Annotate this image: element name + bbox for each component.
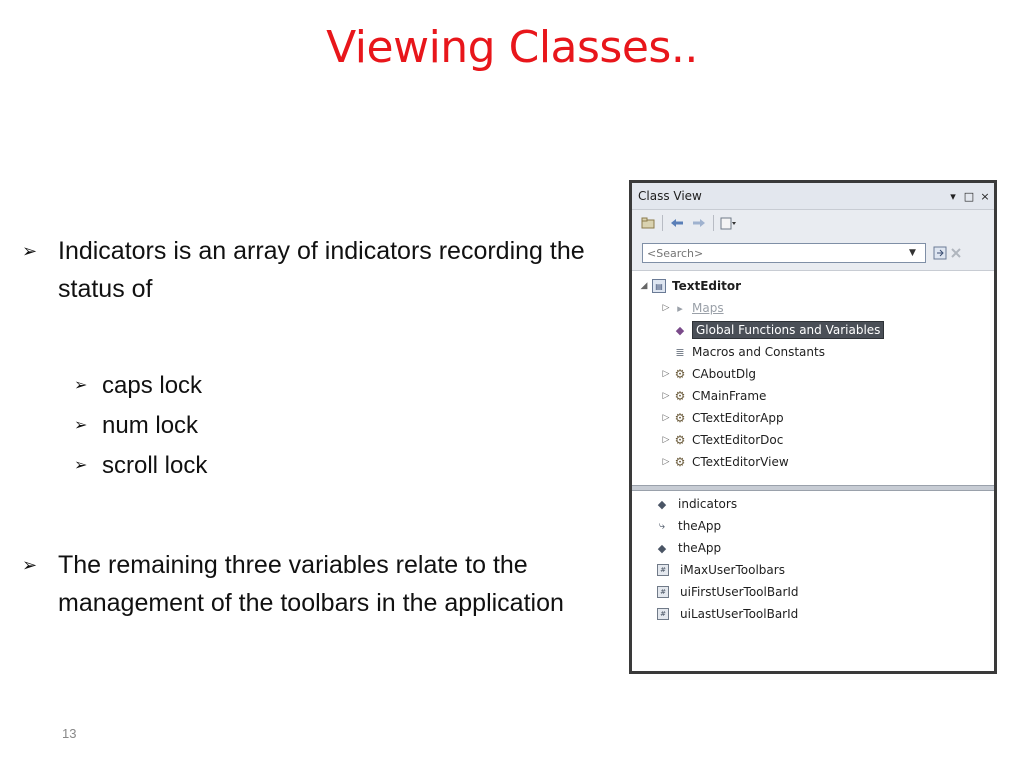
tree-item[interactable] <box>672 341 825 363</box>
back-arrow-icon[interactable] <box>669 216 685 230</box>
collapsed-triangle-icon[interactable]: ▷ <box>662 391 670 401</box>
sub-bullet-text: caps lock <box>102 372 203 399</box>
sub-bullet-text: scroll lock <box>102 452 208 479</box>
page-number: 13 <box>62 726 77 741</box>
sub-bullet-item <box>74 366 602 406</box>
bullet-item <box>22 232 602 308</box>
arrow-bullet-icon: ➢ <box>74 457 88 474</box>
clear-search-icon[interactable] <box>948 246 964 260</box>
globe-icon: ◆ <box>675 323 685 337</box>
arrow-bullet-icon: ➢ <box>74 377 88 394</box>
window-dropdown-button[interactable]: ▾ <box>950 189 956 203</box>
search-input[interactable] <box>647 247 909 260</box>
tree-item-label: CAboutDlg <box>692 367 757 381</box>
class-view-title: Class View <box>638 189 702 203</box>
new-folder-icon[interactable] <box>640 216 656 230</box>
collapsed-triangle-icon[interactable]: ▷ <box>662 435 670 445</box>
tree-item[interactable] <box>660 429 783 451</box>
tree-item[interactable] <box>660 297 724 319</box>
bullet-text: The remaining three variables relate to the management of the toolbars in the application <box>58 551 564 617</box>
class-view-toolbar <box>632 210 994 236</box>
member-item[interactable] <box>654 603 798 625</box>
member-label: theApp <box>678 541 722 555</box>
sub-bullet-item <box>74 446 602 486</box>
tree-item-label: CTextEditorDoc <box>692 433 784 447</box>
member-item[interactable] <box>654 559 785 581</box>
class-icon: ⚙ <box>674 367 686 381</box>
collapsed-triangle-icon[interactable]: ▷ <box>662 369 670 379</box>
class-icon: ⚙ <box>674 433 686 447</box>
tree-item[interactable] <box>660 385 766 407</box>
chevron-down-icon[interactable]: ▼ <box>909 248 916 258</box>
search-go-icon[interactable] <box>932 246 948 260</box>
toolbar-separator <box>713 215 714 231</box>
tree-item[interactable] <box>660 363 756 385</box>
maximize-button[interactable]: □ <box>963 189 975 203</box>
forward-arrow-icon[interactable] <box>691 216 707 230</box>
member-label: indicators <box>678 497 738 511</box>
class-icon: ⚙ <box>674 411 686 425</box>
member-label: iMaxUserToolbars <box>680 563 785 577</box>
sub-bullet-text: num lock <box>102 412 199 439</box>
tree-item-label: CTextEditorApp <box>692 411 784 425</box>
bullet-text: Indicators is an array of indicators recording the status of <box>58 237 585 303</box>
member-item[interactable] <box>654 581 799 603</box>
variable-icon: ◆ <box>657 541 667 555</box>
class-view-titlebar <box>632 183 994 210</box>
collapsed-triangle-icon[interactable]: ▷ <box>662 303 670 313</box>
member-item[interactable] <box>654 515 721 537</box>
toolbar-separator <box>662 215 663 231</box>
function-icon: ⤷ <box>658 519 666 532</box>
tree-item[interactable] <box>660 451 789 473</box>
sub-bullet-item <box>74 406 602 446</box>
arrow-bullet-icon: ➢ <box>74 417 88 434</box>
collapsed-triangle-icon[interactable]: ▷ <box>662 457 670 467</box>
member-item[interactable] <box>654 493 737 515</box>
pane-splitter[interactable] <box>632 485 994 491</box>
tree-item-label: Macros and Constants <box>692 345 825 359</box>
close-button[interactable]: × <box>980 189 990 203</box>
map-icon: ▸ <box>677 301 683 315</box>
variable-icon: ◆ <box>657 497 667 511</box>
member-item[interactable] <box>654 537 721 559</box>
tree-item-label: CTextEditorView <box>692 455 789 469</box>
macro-icon: ≣ <box>675 345 685 359</box>
constant-icon: # <box>657 608 669 620</box>
tree-root[interactable] <box>638 275 741 297</box>
slide-title: Viewing Classes.. <box>326 22 698 73</box>
arrow-bullet-icon: ➢ <box>22 241 38 261</box>
class-icon: ⚙ <box>674 455 686 469</box>
member-label: uiFirstUserToolBarId <box>680 585 799 599</box>
arrow-bullet-icon: ➢ <box>22 555 38 575</box>
tree-item-label: Maps <box>692 301 724 315</box>
collapsed-triangle-icon[interactable]: ▷ <box>662 413 670 423</box>
tree-item[interactable] <box>660 407 784 429</box>
class-icon: ⚙ <box>674 389 686 403</box>
tree-root-label: TextEditor <box>672 279 742 293</box>
tree-item-label: CMainFrame <box>692 389 767 403</box>
tree-item-label: Global Functions and Variables <box>692 321 884 339</box>
expanded-triangle-icon[interactable]: ◢ <box>640 281 648 291</box>
member-label: uiLastUserToolBarId <box>680 607 799 621</box>
search-row <box>632 236 994 271</box>
constant-icon: # <box>657 564 669 576</box>
class-tree <box>632 271 994 481</box>
bullet-item <box>22 546 602 622</box>
constant-icon: # <box>657 586 669 598</box>
class-view-window <box>629 180 997 674</box>
member-label: theApp <box>678 519 722 533</box>
bullet-list <box>22 232 602 622</box>
settings-dropdown-icon[interactable] <box>720 216 736 230</box>
tree-item-selected[interactable] <box>672 319 884 341</box>
project-icon: ▤ <box>652 279 666 293</box>
search-box[interactable] <box>642 243 926 263</box>
